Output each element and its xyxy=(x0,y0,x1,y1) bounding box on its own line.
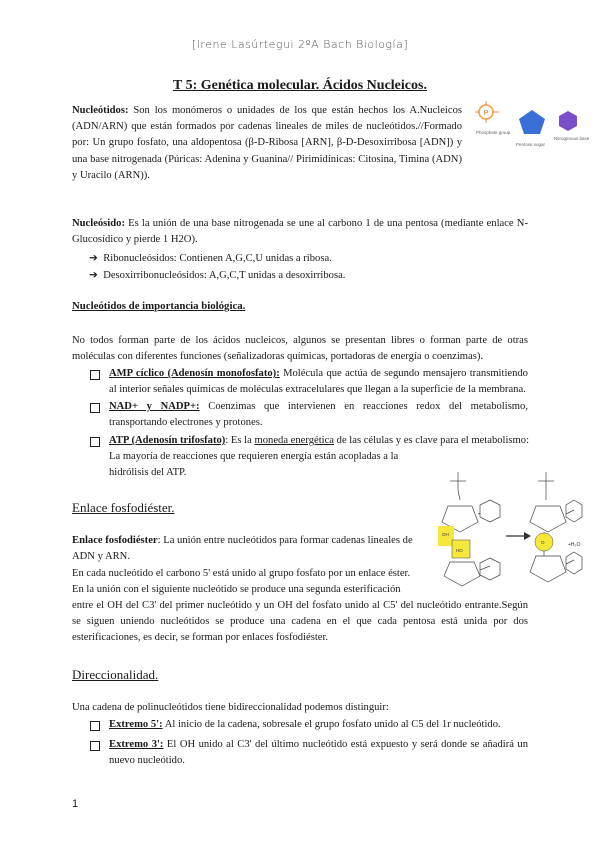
enlace-heading: Enlace fosfodiéster. xyxy=(72,500,175,515)
amp-item: AMP cíclico (Adenosín monofosfato): Molécula que actúa de segundo mensajero transmitiendo al interior señales químicas de moléculas extracelulares que llegan a la superficie de la membrana. xyxy=(109,368,528,396)
checkbox-icon xyxy=(90,741,100,751)
nucleotide-structure-figure xyxy=(470,96,600,156)
checkbox-icon xyxy=(90,721,100,731)
nad-item: NAD+ y NADP+: Coenzimas que intervienen en reacciones redox del metabolismo, transportando electrones y protones. xyxy=(109,401,528,429)
nitrogenous-base-icon xyxy=(559,111,577,131)
enlace-line-1: Enlace fosfodiéster: La unión entre nucleótidos para formar cadenas lineales de xyxy=(72,535,413,546)
base-label: Nitrogenous base xyxy=(554,136,590,141)
arrow-icon: ➔ xyxy=(89,270,98,281)
importancia-heading: Nucleótidos de importancia biológica. xyxy=(72,300,246,312)
atp-line-3: hidrólisis del ATP. xyxy=(109,467,187,478)
nucleotidos-paragraph xyxy=(72,103,462,184)
direccionalidad-intro: Una cadena de polinucleótidos tiene bidireccionalidad podemos distinguir: xyxy=(72,702,389,713)
enlace-line-2: ADN y ARN. xyxy=(72,551,130,562)
svg-text:O: O xyxy=(541,540,545,545)
svg-text:+H₂O: +H₂O xyxy=(568,542,581,548)
nucleosido-term: Nucleósido: xyxy=(72,218,125,229)
moneda-energetica-text: moneda energética xyxy=(254,435,334,446)
atp-line-2: La mayoría de reacciones que requieren energía están acopladas a la xyxy=(109,451,399,462)
enlace-line-3: En cada nucleótido el carbono 5' está unido al grupo fosfato por un enlace éster. xyxy=(72,568,411,579)
enlace-line-4: En la unión con el siguiente nucleótido se produce una segunda esterificación xyxy=(72,584,401,595)
sugar-label: Pentose sugar xyxy=(516,142,546,147)
phosphodiester-bond-figure xyxy=(418,466,588,596)
checkbox-icon xyxy=(90,370,100,380)
pentose-sugar-icon xyxy=(519,110,545,134)
page-header: [Irene Lasúrtegui 2ºA Bach Biología] xyxy=(191,38,409,51)
svg-text:OH: OH xyxy=(442,532,449,537)
extremo-3-item: Extremo 3': El OH unido al C3' del último nucleótido está expuesto y será donde se añadirá un nuevo nucleótido. xyxy=(109,739,528,767)
atp-item: ATP (Adenosín trifosfato): Es la moneda energética de las células y es clave para el metabolismo: xyxy=(109,435,530,446)
nucleosido-paragraph xyxy=(72,216,528,248)
direccionalidad-heading: Direccionalidad. xyxy=(72,667,159,682)
extremo-5-item: Extremo 5': Al inicio de la cadena, sobresale el grupo fosfato unido al C5 del 1r nucleótido. xyxy=(109,719,501,730)
page-number: 1 xyxy=(72,798,79,810)
phosphate-group-icon xyxy=(475,101,499,123)
nucleotidos-text: Son los monómeros o unidades de los que están hechos los A.Nucleicos (ADN/ARN) que están formados por cadenas lineales de miles de nucleótidos.//Formado por: Un grupo fosfato, una aldopentosa (β-D-Ribosa [ARN], β-D-Desoxirribosa [ADN]) y una base nitrogenada (Púricas: Adenina y Guanina// Pirimidínicas: Citosina, Timina (ADN) y Uracilo (ARN)). xyxy=(72,105,462,181)
checkbox-icon xyxy=(90,437,100,447)
nucleotidos-term: Nucleótidos: xyxy=(72,105,129,116)
svg-text:HO: HO xyxy=(456,548,463,553)
list-item: ➔ Desoxirribonucleósidos: A,G,C,T unidas a desoxirribosa. xyxy=(89,270,346,281)
phosphate-label: Phosphate group xyxy=(476,130,511,135)
svg-text:P: P xyxy=(483,110,489,117)
page-title: T 5: Genética molecular. Ácidos Nucleicos. xyxy=(173,78,427,93)
nucleosido-text: Es la unión de una base nitrogenada se une al carbono 1 de una pentosa (mediante enlace N-Glucosídico y pierde 1 H2O). xyxy=(72,218,528,246)
checkbox-icon xyxy=(90,403,100,413)
importancia-intro: No todos forman parte de los ácidos nucleicos, algunos se presentan libres o forman parte de otras moléculas con diferentes funciones (señalizadoras químicas, portadoras de energía o coenzimas). xyxy=(72,335,528,363)
arrow-icon: ➔ xyxy=(89,253,98,264)
enlace-rest: entre el OH del C3' del primer nucleótido y un OH del fosfato unido al C5' del nucleótido entrante.Según se siguen uniendo nucleótidos se produce una cadena en el que cada pentosa está unida por dos esterificaciones, es decir, se forman por enlaces fosfodiéster. xyxy=(72,600,528,644)
list-item: ➔ Ribonucleósidos: Contienen A,G,C,U unidas a ribosa. xyxy=(89,253,332,264)
